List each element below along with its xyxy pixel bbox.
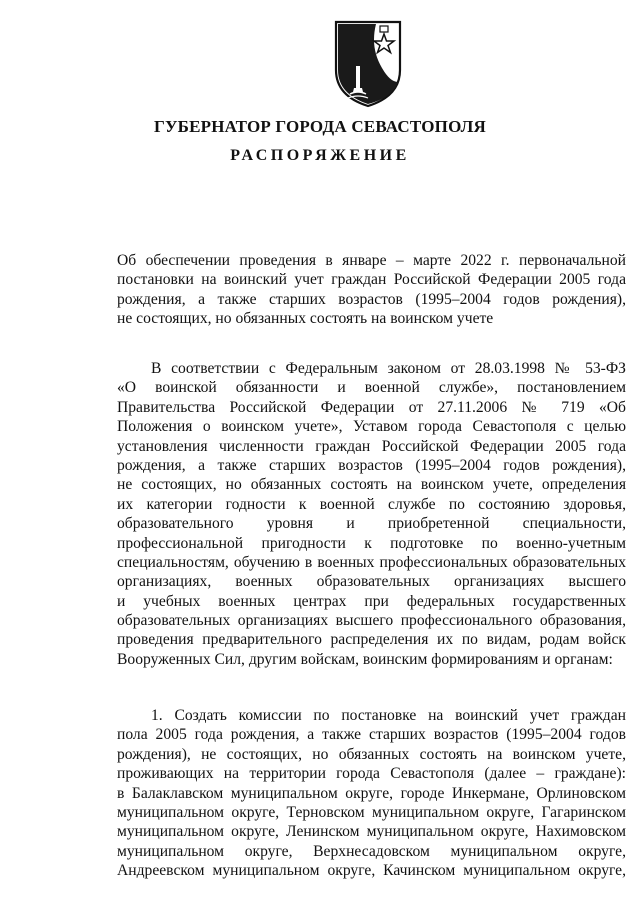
item-1-line: рождения), не состоящих, но обязанных состоять на воинском учете, — [117, 745, 626, 763]
title-line: постановки на воинский учет граждан Российской Федерации 2005 года — [117, 271, 626, 289]
preamble-line: установления численности граждан Российской Федерации 2005 года — [117, 437, 626, 455]
item-1-line: муниципальном округе, Верхнесадовском муниципальном округе, — [117, 842, 626, 860]
preamble-line: не состоящих, но обязанных состоять на воинском учете, определения — [117, 476, 626, 494]
item-1-line: муниципальном округе, Ленинском муниципальном округе, Нахимовском — [117, 823, 626, 841]
document-title — [117, 251, 626, 329]
preamble-line: рождения, а также старших возрастов (1995–2004 годов рождения), — [117, 456, 626, 474]
title-line: Об обеспечении проведения в январе – марте 2022 г. первоначальной — [117, 252, 626, 269]
preamble-line: профессиональной пригодности к подготовке по военно-учетным — [117, 534, 626, 552]
preamble-line: их категории годности к военной службе по состоянию здоровья, — [117, 495, 626, 513]
title-line: не состоящих, но обязанных состоять на воинском учете — [117, 310, 494, 328]
preamble-line: и учебных военных центрах при федеральных государственных — [117, 592, 626, 610]
preamble-line: специальностям, обучению в военных профессиональных образовательных — [117, 553, 626, 571]
preamble-line: Положения о воинском учете», Уставом города Севастополя с целью — [117, 418, 626, 436]
preamble-paragraph — [117, 359, 626, 669]
preamble-line: образовательного уровня и приобретенной специальности, — [117, 515, 626, 533]
sevastopol-coat-of-arms-icon — [330, 18, 406, 108]
title-line: рождения, а также старших возрастов (1995–2004 годов рождения), — [117, 290, 626, 308]
item-1-line: в Балаклавском муниципальном округе, городе Инкермане, Орлиновском — [117, 784, 626, 802]
preamble-line: организациях, военных образовательных организациях высшего — [117, 573, 626, 591]
item-1-line: Андреевском муниципальном округе, Качинском муниципальном округе, — [117, 862, 626, 880]
item-1-line: 1. Создать комиссии по постановке на воинский учет граждан — [151, 707, 626, 724]
preamble-line: Вооруженных Сил, другим войскам, воинским формированиям и органам: — [117, 650, 613, 668]
item-1-line: пола 2005 года рождения, а также старших возрастов (1995–2004 годов — [117, 726, 626, 744]
item-1-paragraph — [117, 706, 626, 881]
preamble-line: «О воинской обязанности и военной службе», постановлением — [117, 379, 626, 397]
authority-heading: ГУБЕРНАТОР ГОРОДА СЕВАСТОПОЛЯ — [153, 117, 486, 136]
preamble-line: проведения предварительного распределения их по видам, родам войск — [117, 631, 626, 649]
preamble-line: Правительства Российской Федерации от 27.11.2006 № 719 «Об — [117, 398, 626, 416]
preamble-line: образовательных организациях высшего профессионального образования, — [117, 612, 626, 630]
item-1-line: муниципальном округе, Терновском муниципальном округе, Гагаринском — [117, 803, 626, 821]
document-type-heading: РАСПОРЯЖЕНИЕ — [230, 147, 410, 164]
preamble-line: В соответствии с Федеральным законом от 28.03.1998 № 53-ФЗ — [151, 360, 626, 377]
item-1-line: проживающих на территории города Севастополя (далее – граждане): — [117, 765, 626, 783]
